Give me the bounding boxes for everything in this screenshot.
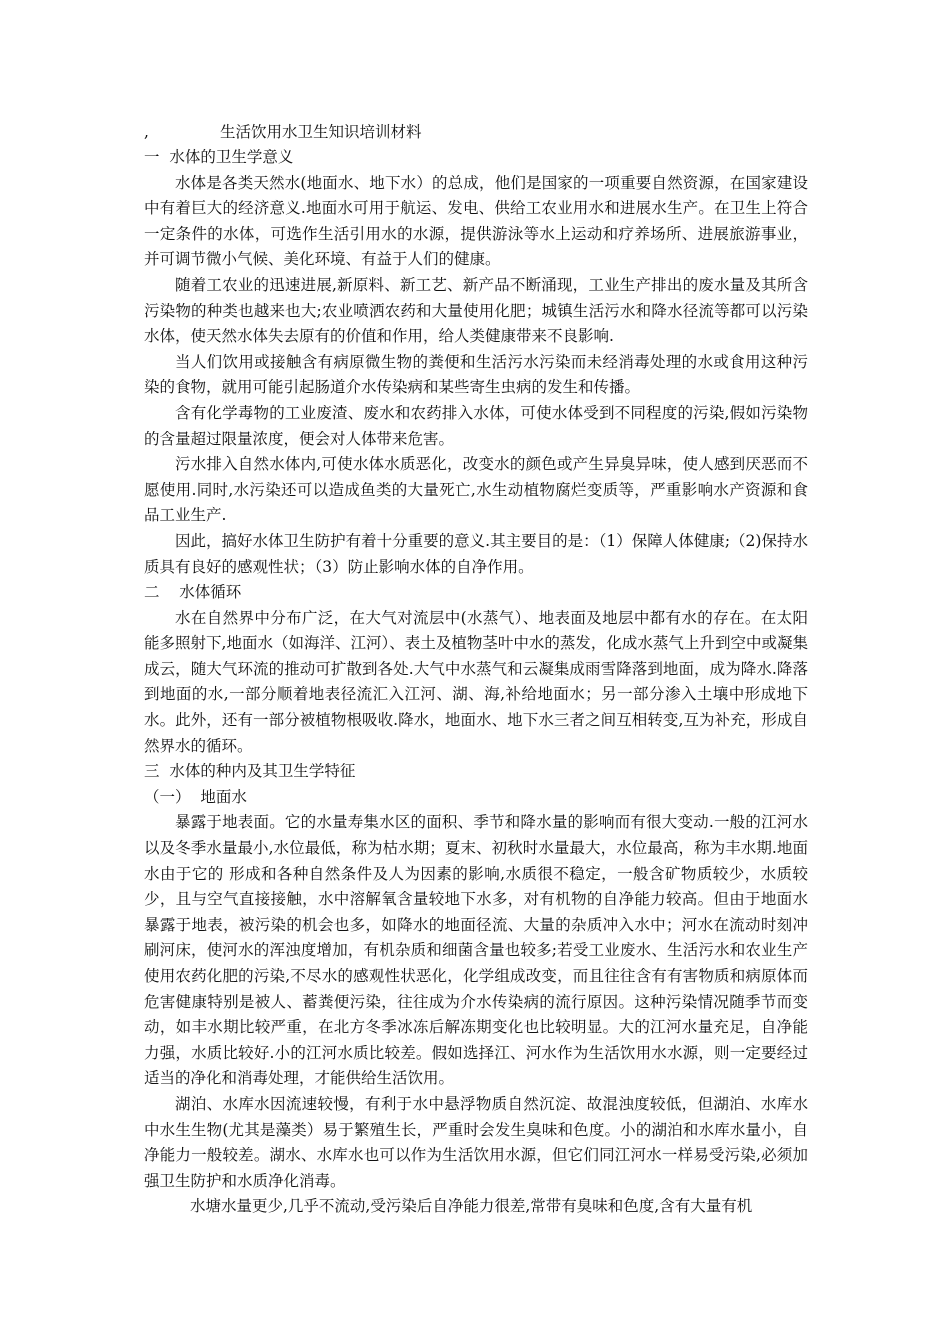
title-prefix: , [144,123,149,141]
section-heading-3: 三 水体的种内及其卫生学特征 [144,762,356,781]
paragraph: 含有化学毒物的工业废渣、废水和农药排入水体，可使水体受到不同程度的污染,假如污染物的含量超过限量浓度，便会对人体带来危害。 [144,403,808,448]
document-title: 生活饮用水卫生知识培训材料 [220,123,422,141]
paragraph: 暴露于地表面。它的水量寿集水区的面积、季节和降水量的影响而有很大变动.一般的江河水以及冬季水量最小,水位最低，称为枯水期；夏末、初秋时水量最大，水位最高，称为丰水期.地面水由于它的 形成和各种自然条件及人为因素的影响,水质很不稳定，一般含矿物质较少，水质较少，且与空气直接接触，水中溶解氧含量较地下水多，对有机物的自净能力较高。但由于地面水暴露于地表，被污染的机会也多，如降水的地面径流、大量的杂质冲入水中；河水在流动时刻冲刷河床，使河水的浑浊度增加，有机杂质和细菌含量也较多;若受工业废水、生活污水和农业生产使用农药化肥的污染,不尽水的感观性状恶化，化学组成改变，而且往往含有有害物质和病原体而危害健康特别是被人、蓄粪便污染，往往成为介水传染病的流行原因。这种污染情况随季节而变动，如丰水期比较严重，在北方冬季冰冻后解冻期变化也比较明显。大的江河水量充足，自净能力强，水质比较好.小的江河水质比较差。假如选择江、河水作为生活饮用水水源，则一定要经过适当的净化和消毒处理，才能供给生活饮用。 [144,813,808,1088]
section-heading-2: 二 水体循环 [144,583,242,602]
paragraph: 水体是各类天然水(地面水、地下水）的总成，他们是国家的一项重要自然资源，在国家建设中有着巨大的经济意义.地面水可用于航运、发电、供给工农业用水和进展水生产。在卫生上符合一定条件的水体，可选作生活引用水的水源，提供游泳等水上运动和疗养场所、进展旅游事业，并可调节微小气候、美化环境、有益于人们的健康。 [144,173,808,269]
paragraph: 水塘水量更少,几乎不流动,受污染后自净能力很差,常带有臭味和色度,含有大量有机 [190,1197,753,1216]
document-page [144,120,808,1220]
paragraph: 因此，搞好水体卫生防护有着十分重要的意义.其主要目的是：（1）保障人体健康;（2)保持水质具有良好的感观性状；（3）防止影响水体的自净作用。 [144,531,808,576]
section-heading-1: 一 水体的卫生学意义 [144,148,294,166]
paragraph: 当人们饮用或接触含有病原微生物的粪便和生活污水污染而未经消毒处理的水或食用这种污染的食物，就用可能引起肠道介水传染病和某些寄生虫病的发生和传播。 [144,352,808,397]
paragraph: 随着工农业的迅速进展,新原料、新工艺、新产品不断涌现，工业生产排出的废水量及其所含污染物的种类也越来也大;农业喷洒农药和大量使用化肥；城镇生活污水和降水径流等都可以污染水体，使天然水体失去原有的价值和作用，给人类健康带来不良影响. [144,275,808,346]
paragraph: 湖泊、水库水因流速较慢，有利于水中悬浮物质自然沉淀、故混浊度较低，但湖泊、水库水中水生生物(尤其是藻类）易于繁殖生长，严重时会发生臭味和色度。小的湖泊和水库水量小，自净能力一般较差。湖水、水库水也可以作为生活饮用水源，但它们同江河水一样易受污染,必须加强卫生防护和水质净化消毒。 [144,1094,808,1190]
subsection-heading: （一） 地面水 [144,787,247,806]
title-line [144,120,808,145]
paragraph: 污水排入自然水体内,可使水体水质恶化，改变水的颜色或产生异臭异味，使人感到厌恶而不愿使用.同时,水污染还可以造成鱼类的大量死亡,水生动植物腐烂变质等，严重影响水产资源和食品工业生产. [144,455,808,525]
paragraph: 水在自然界中分布广泛，在大气对流层中(水蒸气）、地表面及地层中都有水的存在。在太阳能多照射下,地面水（如海洋、江河）、表土及植物茎叶中水的蒸发，化成水蒸气上升到空中或凝集成云，随大气环流的推动可扩散到各处.大气中水蒸气和云凝集成雨雪降落到地面，成为降水.降落到地面的水,一部分顺着地表径流汇入江河、湖、海,补给地面水；另一部分渗入土壤中形成地下水。此外，还有一部分被植物根吸收.降水，地面水、地下水三者之间互相转变,互为补充，形成自然界水的循环。 [144,608,808,755]
